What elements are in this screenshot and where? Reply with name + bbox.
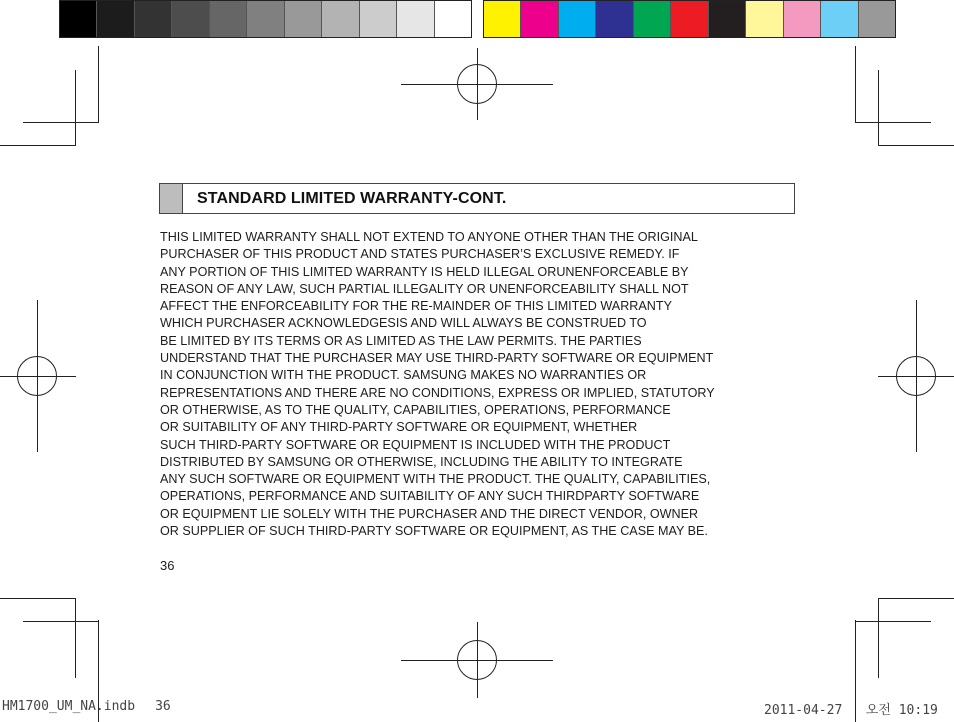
crop-mark	[855, 621, 931, 622]
registration-circle	[17, 356, 57, 396]
process-color-bar	[483, 0, 896, 38]
color-swatch	[671, 1, 708, 37]
crop-mark	[23, 621, 99, 622]
body-line: OR SUPPLIER OF SUCH THIRD-PARTY SOFTWARE OR EQUIPMENT, AS THE CASE MAY BE.	[160, 524, 708, 539]
crop-mark	[878, 598, 954, 599]
slug-ampm: 오전	[865, 703, 891, 718]
crop-mark	[855, 122, 931, 123]
gray-swatch	[97, 1, 134, 37]
color-swatch	[596, 1, 633, 37]
body-line: BE LIMITED BY ITS TERMS OR AS LIMITED AS THE LAW PERMITS. THE PARTIES	[160, 333, 642, 348]
gray-swatch	[135, 1, 172, 37]
body-line: THIS LIMITED WARRANTY SHALL NOT EXTEND TO ANYONE OTHER THAN THE ORIGINAL	[160, 230, 698, 244]
crop-mark	[98, 46, 99, 122]
crop-mark	[878, 598, 879, 678]
gray-swatch	[247, 1, 284, 37]
body-line: SUCH THIRD-PARTY SOFTWARE OR EQUIPMENT IS INCLUDED WITH THE PRODUCT	[160, 437, 671, 452]
slug-date: 2011-04-27	[764, 703, 843, 718]
color-swatch	[859, 1, 895, 37]
body-line: UNDERSTAND THAT THE PURCHASER MAY USE THIRD-PARTY SOFTWARE OR EQUIPMENT	[160, 351, 714, 366]
page-number: 36	[160, 558, 175, 573]
color-swatch	[634, 1, 671, 37]
gray-swatch	[435, 1, 471, 37]
body-line: DISTRIBUTED BY SAMSUNG OR OTHERWISE, INCLUDING THE ABILITY TO INTEGRATE	[160, 454, 683, 469]
body-line: OPERATIONS, PERFORMANCE AND SUITABILITY OF ANY SUCH THIRDPARTY SOFTWARE	[160, 489, 700, 504]
color-swatch	[709, 1, 746, 37]
color-swatch	[784, 1, 821, 37]
registration-circle	[457, 640, 497, 680]
registration-circle	[896, 356, 936, 396]
slug-page: 36	[155, 699, 171, 714]
slug-time: 10:19	[898, 703, 938, 718]
gray-swatch	[322, 1, 359, 37]
slug-file-info	[2, 699, 171, 714]
body-line: WHICH PURCHASER ACKNOWLEDGESIS AND WILL ALWAYS BE CONSTRUED TO	[160, 316, 647, 331]
crop-mark	[23, 122, 99, 123]
body-line: PURCHASER OF THIS PRODUCT AND STATES PURCHASER’S EXCLUSIVE REMEDY. IF	[160, 247, 680, 262]
body-line: ANY SUCH SOFTWARE OR EQUIPMENT WITH THE PRODUCT. THE QUALITY, CAPABILITIES,	[160, 472, 711, 487]
grayscale-color-bar	[59, 0, 472, 38]
slug-filename: HM1700_UM_NA.indb	[2, 699, 136, 714]
crop-mark	[75, 598, 76, 678]
section-header-tab	[160, 184, 183, 213]
gray-swatch	[172, 1, 209, 37]
slug-timestamp	[764, 699, 938, 718]
crop-mark	[878, 145, 954, 146]
gray-swatch	[60, 1, 97, 37]
color-swatch	[746, 1, 783, 37]
body-line: OR OTHERWISE, AS TO THE QUALITY, CAPABILITIES, OPERATIONS, PERFORMANCE	[160, 402, 671, 417]
gray-swatch	[360, 1, 397, 37]
body-line: IN CONJUNCTION WITH THE PRODUCT. SAMSUNG MAKES NO WARRANTIES OR	[160, 368, 647, 383]
crop-mark	[75, 70, 76, 146]
color-swatch	[559, 1, 596, 37]
body-line: AFFECT THE ENFORCEABILITY FOR THE RE-MAINDER OF THIS LIMITED WARRANTY	[160, 299, 672, 314]
body-line: REASON OF ANY LAW, SUCH PARTIAL ILLEGALITY OR UNENFORCEABILITY SHALL NOT	[160, 281, 689, 296]
crop-mark	[855, 46, 856, 122]
color-swatch	[821, 1, 858, 37]
section-title: STANDARD LIMITED WARRANTY-CONT.	[197, 189, 507, 207]
body-line: ANY PORTION OF THIS LIMITED WARRANTY IS HELD ILLEGAL ORUNENFORCEABLE BY	[160, 264, 689, 279]
color-swatch	[484, 1, 521, 37]
registration-circle	[457, 64, 497, 104]
body-line: OR EQUIPMENT LIE SOLELY WITH THE PURCHASER AND THE DIRECT VENDOR, OWNER	[160, 506, 699, 521]
gray-swatch	[397, 1, 434, 37]
gray-swatch	[285, 1, 322, 37]
crop-mark	[878, 70, 879, 146]
section-header	[159, 183, 795, 214]
color-swatch	[521, 1, 558, 37]
warranty-body-text	[160, 229, 800, 540]
gray-swatch	[210, 1, 247, 37]
body-line: OR SUITABILITY OF ANY THIRD-PARTY SOFTWARE OR EQUIPMENT, WHETHER	[160, 420, 638, 435]
crop-mark	[0, 598, 76, 599]
crop-mark	[0, 145, 76, 146]
body-line: REPRESENTATIONS AND THERE ARE NO CONDITIONS, EXPRESS OR IMPLIED, STATUTORY	[160, 385, 715, 400]
